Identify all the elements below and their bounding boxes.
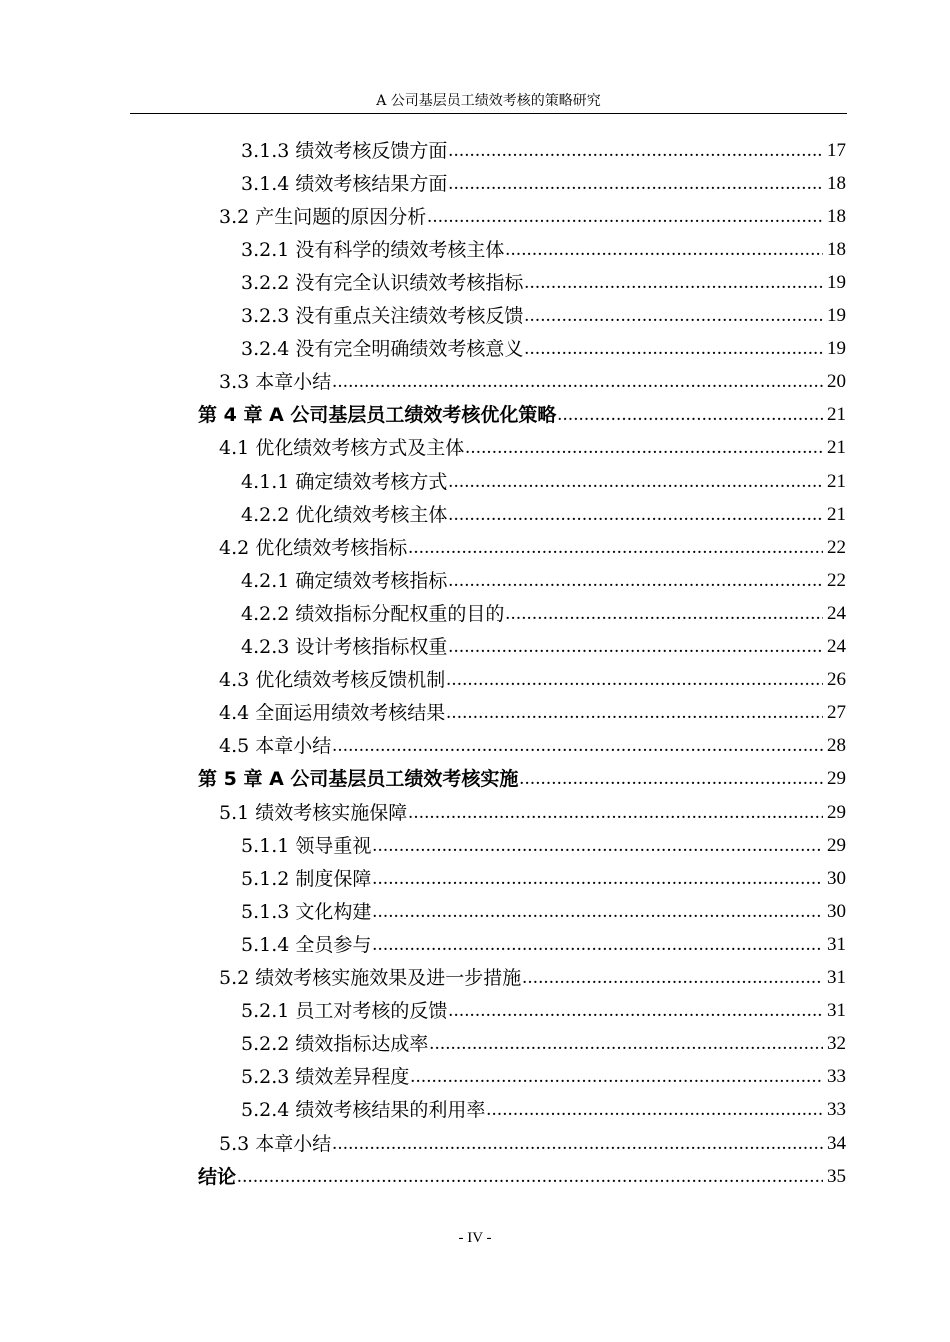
toc-dot-leader <box>448 999 823 1023</box>
toc-dot-leader <box>557 403 823 427</box>
toc-entry-label: 4.2.2 绩效指标分配权重的目的 <box>241 602 505 625</box>
toc-entry[interactable] <box>219 366 846 399</box>
toc-entry[interactable] <box>241 266 846 299</box>
toc-dot-leader <box>505 602 823 626</box>
toc-entry-page: 18 <box>827 172 846 194</box>
toc-entry-label: 4.2.3 设计考核指标权重 <box>241 636 448 658</box>
toc-entry[interactable] <box>241 597 846 630</box>
toc-entry-label: 3.1.4 绩效考核结果方面 <box>241 172 448 195</box>
toc-entry[interactable] <box>241 564 846 597</box>
toc-dot-leader <box>429 1032 823 1056</box>
toc-entry-label: 第 5 章 A 公司基层员工绩效考核实施 <box>198 768 519 791</box>
toc-dot-leader <box>524 337 823 361</box>
toc-entry-page: 29 <box>827 801 846 823</box>
toc-dot-leader <box>332 1132 823 1156</box>
toc-entry-label: 4.3 优化绩效考核反馈机制 <box>219 669 446 692</box>
toc-dot-leader <box>446 701 823 725</box>
toc-dot-leader <box>524 271 823 295</box>
toc-dot-leader <box>486 1098 823 1122</box>
toc-dot-leader <box>408 801 823 825</box>
toc-entry-page: 29 <box>827 768 846 790</box>
toc-entry-label: 5.1.1 领导重视 <box>241 834 372 857</box>
toc-entry-page: 26 <box>827 669 846 691</box>
toc-entry[interactable] <box>241 167 846 200</box>
toc-entry[interactable] <box>241 928 846 961</box>
toc-entry-page: 30 <box>827 867 846 889</box>
toc-entry[interactable] <box>241 862 846 895</box>
toc-entry-page: 28 <box>827 735 846 757</box>
toc-entry-page: 19 <box>827 271 846 293</box>
toc-entry-label: 5.2.1 员工对考核的反馈 <box>241 1000 448 1023</box>
toc-entry-page: 31 <box>827 967 846 988</box>
header-rule <box>130 113 847 114</box>
toc-dot-leader <box>408 536 823 560</box>
toc-entry-page: 19 <box>827 305 846 326</box>
toc-entry[interactable] <box>219 432 846 465</box>
toc-entry-label: 3.2.2 没有完全认识绩效考核指标 <box>241 271 524 294</box>
toc-dot-leader <box>332 370 823 394</box>
toc-entry[interactable] <box>219 1127 846 1160</box>
toc-entry-label: 5.2 绩效考核实施效果及进一步措施 <box>219 967 522 989</box>
toc-entry-page: 24 <box>827 636 846 657</box>
toc-entry-label: 4.2 优化绩效考核指标 <box>219 536 408 559</box>
toc-entry-label: 4.4 全面运用绩效考核结果 <box>219 702 446 725</box>
toc-entry[interactable] <box>241 631 846 664</box>
toc-entry-page: 21 <box>827 404 846 426</box>
toc-entry-label: 5.1.2 制度保障 <box>241 867 372 890</box>
toc-dot-leader <box>448 139 823 163</box>
toc-entry[interactable] <box>198 1160 846 1193</box>
toc-entry-page: 31 <box>827 933 846 955</box>
toc-entry[interactable] <box>241 233 846 266</box>
toc-dot-leader <box>448 172 823 196</box>
toc-dot-leader <box>372 867 823 891</box>
toc-entry-page: 29 <box>827 834 846 856</box>
toc-entry-label: 3.2.1 没有科学的绩效考核主体 <box>241 238 505 261</box>
toc-entry-label: 3.2.4 没有完全明确绩效考核意义 <box>241 338 524 361</box>
toc-dot-leader <box>448 635 823 659</box>
toc-entry[interactable] <box>241 134 846 167</box>
toc-entry-page: 18 <box>827 205 846 227</box>
toc-entry[interactable] <box>219 697 846 730</box>
toc-entry[interactable] <box>241 895 846 928</box>
toc-entry-page: 33 <box>827 1066 846 1088</box>
toc-dot-leader <box>448 503 823 527</box>
toc-dot-leader <box>519 767 823 791</box>
toc-entry-label: 3.2.3 没有重点关注绩效考核反馈 <box>241 305 524 327</box>
toc-entry-label: 5.2.4 绩效考核结果的利用率 <box>241 1099 486 1122</box>
toc-entry-page: 33 <box>827 1099 846 1121</box>
toc-entry-page: 35 <box>827 1165 846 1187</box>
toc-entry[interactable] <box>198 763 846 796</box>
toc-entry[interactable] <box>241 498 846 531</box>
toc-dot-leader <box>446 668 823 692</box>
toc-entry-label: 4.1 优化绩效考核方式及主体 <box>219 437 465 460</box>
toc-entry-label: 第 4 章 A 公司基层员工绩效考核优化策略 <box>198 404 557 427</box>
toc-dot-leader <box>372 933 823 957</box>
toc-entry[interactable] <box>219 962 846 995</box>
toc-entry[interactable] <box>219 531 846 564</box>
toc-entry-page: 31 <box>827 1000 846 1022</box>
toc-entry-page: 24 <box>827 602 846 624</box>
toc-entry[interactable] <box>241 1061 846 1094</box>
toc-entry-label: 5.2.2 绩效指标达成率 <box>241 1033 429 1056</box>
toc-dot-leader <box>465 436 823 460</box>
toc-entry[interactable] <box>219 730 846 763</box>
toc-entry-page: 32 <box>827 1033 846 1055</box>
toc-entry-page: 18 <box>827 238 846 260</box>
toc-entry[interactable] <box>241 1094 846 1127</box>
toc-entry-label: 3.3 本章小结 <box>219 371 332 394</box>
toc-dot-leader <box>372 900 823 924</box>
toc-entry-page: 17 <box>827 139 846 161</box>
toc-entry-page: 19 <box>827 338 846 360</box>
toc-dot-leader <box>237 1165 823 1189</box>
toc-entry[interactable] <box>241 465 846 498</box>
toc-entry-page: 21 <box>827 437 846 459</box>
toc-entry-label: 结论 <box>198 1165 237 1188</box>
toc-entry-page: 22 <box>827 536 846 558</box>
toc-entry-label: 4.2.2 优化绩效考核主体 <box>241 503 448 526</box>
toc-entry[interactable] <box>241 995 846 1028</box>
toc-entry[interactable] <box>241 1028 846 1061</box>
toc-entry-label: 5.3 本章小结 <box>219 1132 332 1155</box>
toc-dot-leader <box>524 304 823 328</box>
toc-dot-leader <box>505 238 823 262</box>
toc-entry-label: 5.1.3 文化构建 <box>241 900 372 923</box>
toc-dot-leader <box>448 569 823 593</box>
toc-dot-leader <box>522 966 823 990</box>
toc-entry-page: 22 <box>827 569 846 591</box>
toc-entry-label: 5.1.4 全员参与 <box>241 933 372 956</box>
toc-entry-label: 4.2.1 确定绩效考核指标 <box>241 569 448 592</box>
toc-entry-label: 5.2.3 绩效差异程度 <box>241 1066 410 1089</box>
running-header-title: A 公司基层员工绩效考核的策略研究 <box>376 93 601 109</box>
toc-entry-label: 5.1 绩效考核实施保障 <box>219 801 408 824</box>
toc-entry-label: 3.1.3 绩效考核反馈方面 <box>241 139 448 162</box>
toc-dot-leader <box>410 1065 823 1089</box>
toc-entry-label: 4.1.1 确定绩效考核方式 <box>241 470 448 493</box>
toc-dot-leader <box>448 470 823 494</box>
toc-entry-page: 21 <box>827 470 846 492</box>
toc-entry[interactable] <box>198 399 846 432</box>
toc-entry-page: 20 <box>827 371 846 393</box>
toc-dot-leader <box>332 734 823 758</box>
toc-entry-page: 21 <box>827 503 846 525</box>
toc-entry-label: 3.2 产生问题的原因分析 <box>219 205 427 228</box>
toc-entry[interactable] <box>241 300 846 333</box>
toc-entry[interactable] <box>241 333 846 366</box>
toc-entry-page: 30 <box>827 900 846 922</box>
toc-dot-leader <box>427 205 823 229</box>
toc-dot-leader <box>372 834 823 858</box>
toc-entry[interactable] <box>241 829 846 862</box>
toc-entry[interactable] <box>219 200 846 233</box>
toc-entry-label: 4.5 本章小结 <box>219 735 332 758</box>
toc-entry[interactable] <box>219 796 846 829</box>
toc-entry[interactable] <box>219 664 846 697</box>
toc-entry-page: 34 <box>827 1132 846 1154</box>
toc-entry-page: 27 <box>827 702 846 724</box>
footer-page-number: - IV - <box>458 1230 492 1246</box>
